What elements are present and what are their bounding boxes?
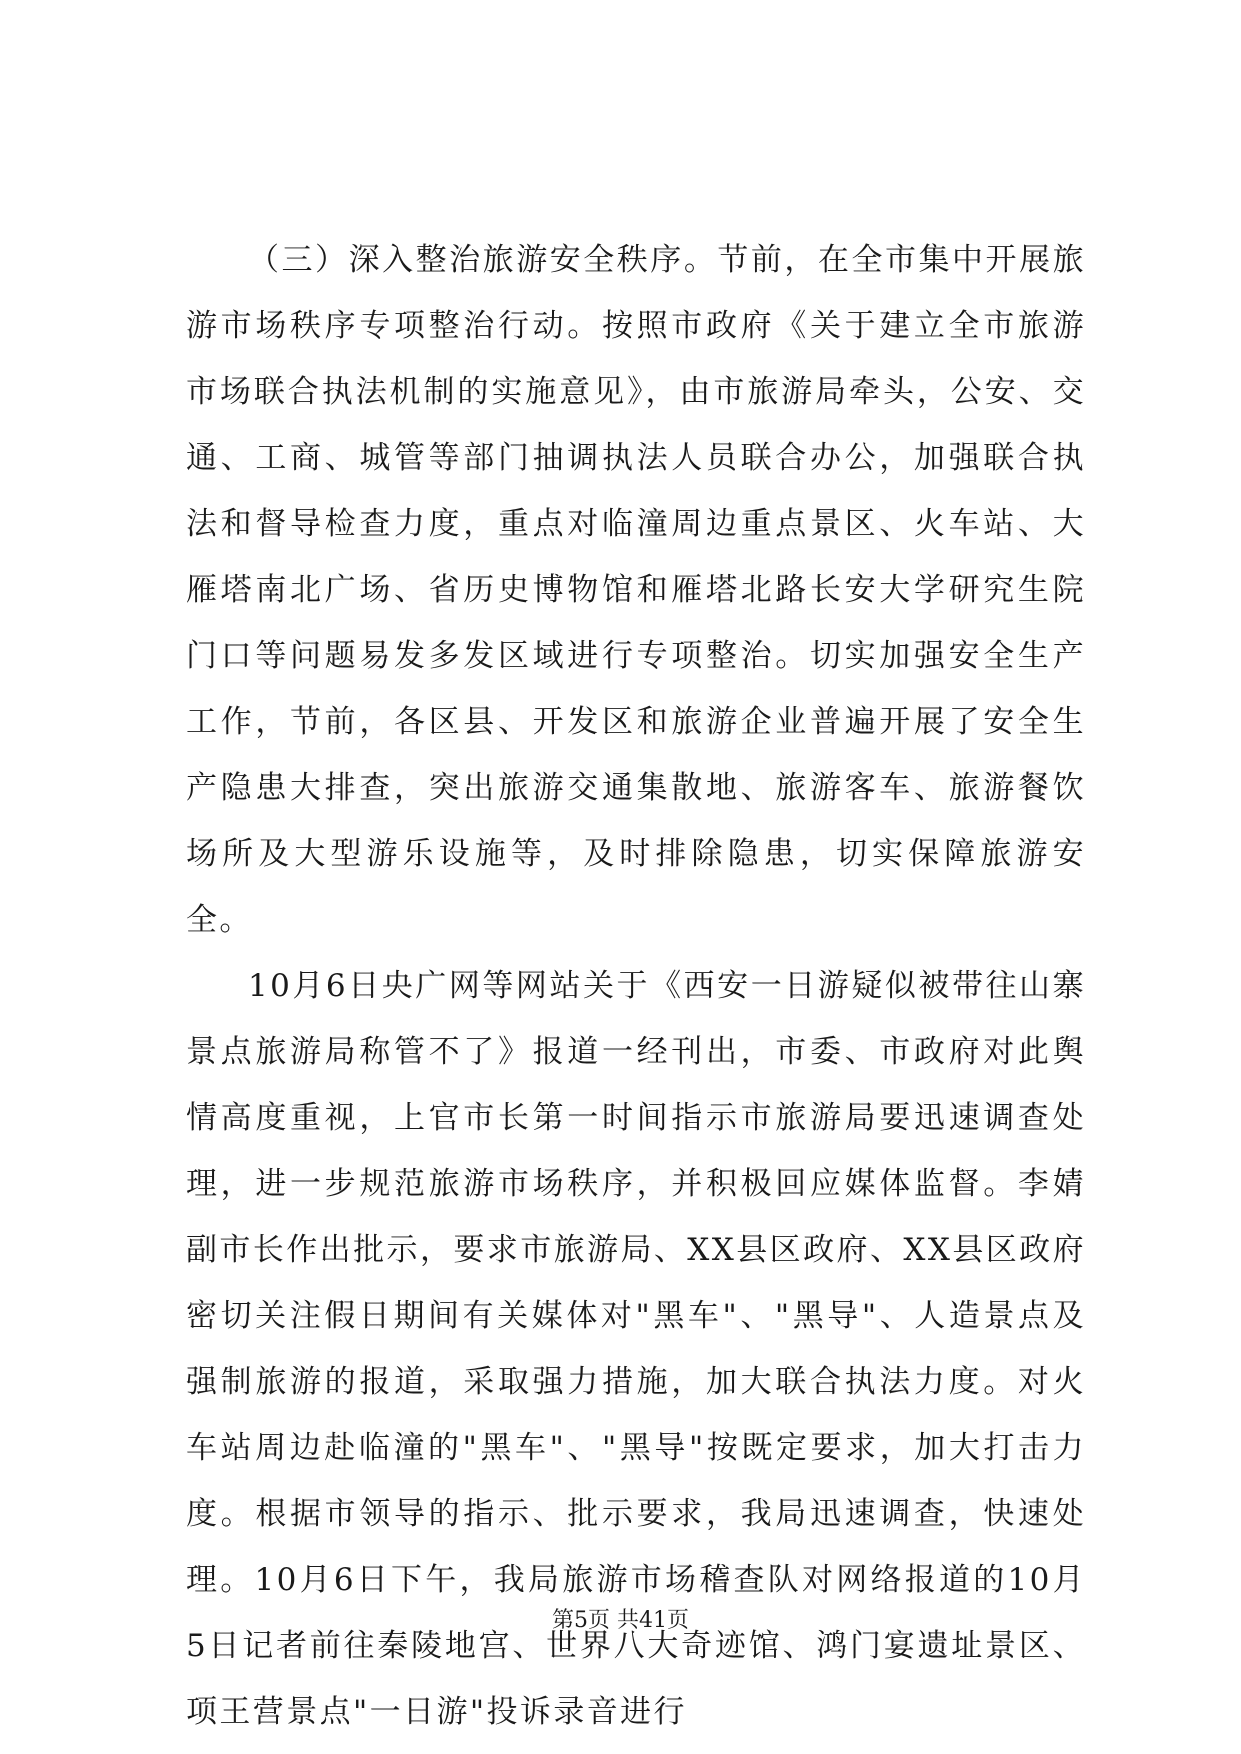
paragraph-media-response: 10月6日央广网等网站关于《西安一日游疑似被带往山寨景点旅游局称管不了》报道一经刊出，市委、市政府对此舆情高度重视，上官市长第一时间指示市旅游局要迅速调查处理，进一步规范旅游市场秩序，并积极回应媒体监督。李婧副市长作出批示，要求市旅游局、XX县区政府、XX县区政府密切关注假日期间有关媒体对"黑车"、"黑导"、人造景点及强制旅游的报道，采取强力措施，加大联合执法力度。对火车站周边赴临潼的"黑车"、"黑导"按既定要求，加大打击力度。根据市领导的指示、批示要求，我局迅速调查，快速处理。10月6日下午，我局旅游市场稽查队对网络报道的10月5日记者前往秦陵地宫、世界八大奇迹馆、鸿门宴遗址景区、项王营景点"一日游"投诉录音进行 bbox=[186, 968, 1086, 1730]
page-number-footer: 第5页 共41页 bbox=[552, 1608, 689, 1633]
paragraph-safety-order: （三）深入整治旅游安全秩序。节前，在全市集中开展旅游市场秩序专项整治行动。按照市政府《关于建立全市旅游市场联合执法机制的实施意见》，由市旅游局牵头，公安、交通、工商、城管等部门抽调执法人员联合办公，加强联合执法和督导检查力度，重点对临潼周边重点景区、火车站、大雁塔南北广场、省历史博物馆和雁塔北路长安大学研究生院门口等问题易发多发区域进行专项整治。切实加强安全生产工作，节前，各区县、开发区和旅游企业普遍开展了安全生产隐患大排查，突出旅游交通集散地、旅游客车、旅游餐饮场所及大型游乐设施等，及时排除隐患，切实保障旅游安全。 bbox=[186, 242, 1086, 938]
document-body bbox=[186, 227, 1086, 1745]
